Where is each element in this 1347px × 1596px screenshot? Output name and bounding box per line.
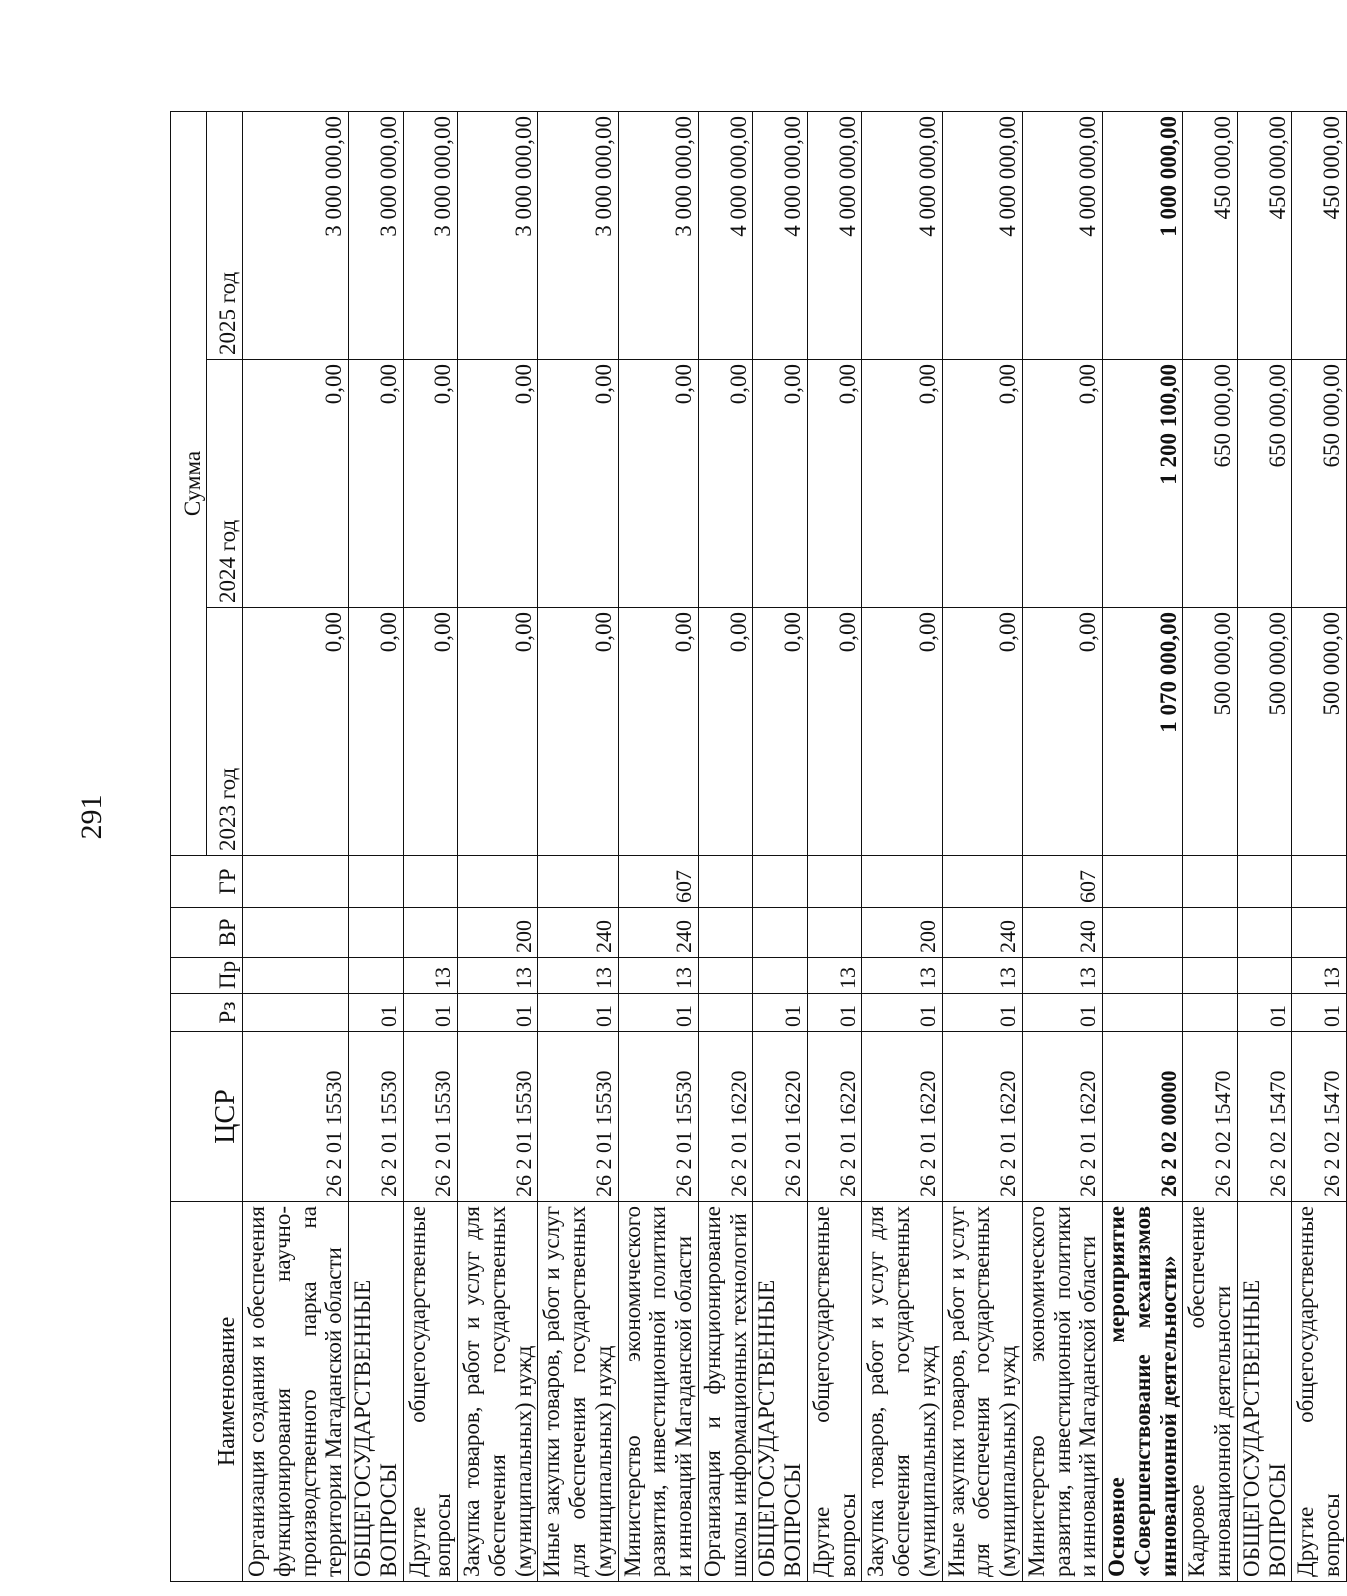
budget-table	[170, 111, 1347, 1582]
row-csr: 26 2 01 15530	[458, 1032, 538, 1202]
row-name: ОБЩЕГОСУДАРСТВЕННЫЕ ВОПРОСЫ	[349, 1202, 404, 1582]
row-2025: 4 000 000,00	[753, 111, 808, 359]
row-csr: 26 2 01 16220	[942, 1032, 1022, 1202]
row-2023: 500 000,00	[1237, 608, 1292, 856]
row-csr: 26 2 01 16220	[698, 1032, 753, 1202]
table-body	[243, 111, 1347, 1581]
table-row	[1022, 111, 1102, 1581]
row-2025: 3 000 000,00	[243, 111, 349, 359]
row-2025: 450 000,00	[1292, 111, 1347, 359]
row-2025: 3 000 000,00	[403, 111, 458, 359]
row-vr	[698, 908, 753, 958]
row-name: Организация и функционирование школы информационных технологий	[698, 1202, 753, 1582]
row-name: Основное мероприятие «Совершенствование механизмов инновационной деятельности»	[1103, 1202, 1183, 1582]
row-pr	[1237, 958, 1292, 994]
row-2023: 0,00	[538, 608, 618, 856]
row-pr	[1103, 958, 1183, 994]
row-2024: 0,00	[349, 360, 404, 608]
row-2024: 0,00	[403, 360, 458, 608]
row-2024: 650 000,00	[1183, 360, 1238, 608]
row-gr	[1183, 856, 1238, 908]
row-vr: 200	[458, 908, 538, 958]
row-gr	[942, 856, 1022, 908]
row-2025: 3 000 000,00	[349, 111, 404, 359]
row-2023: 0,00	[753, 608, 808, 856]
row-2024: 0,00	[618, 360, 698, 608]
row-rz: 01	[618, 994, 698, 1032]
row-rz: 01	[862, 994, 942, 1032]
row-name: Закупка товаров, работ и услуг для обеспечения государственных (муниципальных) нужд	[862, 1202, 942, 1582]
row-2025: 4 000 000,00	[698, 111, 753, 359]
row-2025: 3 000 000,00	[538, 111, 618, 359]
row-2025: 4 000 000,00	[1022, 111, 1102, 359]
header-csr: ЦСР	[171, 1032, 243, 1202]
row-2025: 1 000 000,00	[1103, 111, 1183, 359]
row-pr: 13	[862, 958, 942, 994]
row-gr	[698, 856, 753, 908]
row-rz: 01	[458, 994, 538, 1032]
row-csr: 26 2 01 15530	[403, 1032, 458, 1202]
row-2024: 0,00	[862, 360, 942, 608]
row-vr	[1103, 908, 1183, 958]
row-csr: 26 2 01 15530	[538, 1032, 618, 1202]
row-pr	[753, 958, 808, 994]
row-rz	[1103, 994, 1183, 1032]
row-name: Иные закупки товаров, работ и услуг для обеспечения государственных (муниципальных) нужд	[538, 1202, 618, 1582]
row-gr	[1237, 856, 1292, 908]
row-gr	[243, 856, 349, 908]
table-row	[458, 111, 538, 1581]
header-sum: Сумма	[171, 111, 207, 855]
row-vr	[1183, 908, 1238, 958]
header-rz: Рз	[171, 994, 243, 1032]
row-rz	[243, 994, 349, 1032]
row-vr: 240	[1022, 908, 1102, 958]
row-2025: 4 000 000,00	[807, 111, 862, 359]
table-row	[698, 111, 753, 1581]
header-pr: Пр	[171, 958, 243, 994]
table-row	[942, 111, 1022, 1581]
header-gr: ГР	[171, 856, 243, 908]
header-name: Наименование	[171, 1202, 243, 1582]
row-gr	[1292, 856, 1347, 908]
row-vr	[403, 908, 458, 958]
row-vr: 240	[538, 908, 618, 958]
row-csr: 26 2 01 16220	[807, 1032, 862, 1202]
row-csr: 26 2 01 16220	[753, 1032, 808, 1202]
row-pr: 13	[538, 958, 618, 994]
row-pr	[243, 958, 349, 994]
row-2023: 500 000,00	[1183, 608, 1238, 856]
row-2024: 0,00	[807, 360, 862, 608]
table-row	[862, 111, 942, 1581]
row-2025: 4 000 000,00	[942, 111, 1022, 359]
row-gr: 607	[1022, 856, 1102, 908]
row-pr	[1183, 958, 1238, 994]
row-vr: 200	[862, 908, 942, 958]
row-2024: 0,00	[243, 360, 349, 608]
row-2024: 0,00	[1022, 360, 1102, 608]
row-pr: 13	[807, 958, 862, 994]
table-row	[807, 111, 862, 1581]
row-rz: 01	[807, 994, 862, 1032]
row-csr: 26 2 01 16220	[862, 1032, 942, 1202]
row-csr: 26 2 01 15530	[243, 1032, 349, 1202]
row-gr	[349, 856, 404, 908]
table-row	[349, 111, 404, 1581]
row-vr	[807, 908, 862, 958]
row-2024: 650 000,00	[1237, 360, 1292, 608]
table-row	[1103, 111, 1183, 1581]
row-name: Министерство экономического развития, инвестиционной политики и инноваций Магаданской области	[618, 1202, 698, 1582]
row-name: ОБЩЕГОСУДАРСТВЕННЫЕ ВОПРОСЫ	[1237, 1202, 1292, 1582]
table-row	[538, 111, 618, 1581]
row-pr: 13	[1292, 958, 1347, 994]
row-vr	[1292, 908, 1347, 958]
row-2025: 3 000 000,00	[458, 111, 538, 359]
row-2024: 0,00	[942, 360, 1022, 608]
row-gr	[538, 856, 618, 908]
row-2023: 0,00	[349, 608, 404, 856]
row-pr	[349, 958, 404, 994]
row-2023: 0,00	[942, 608, 1022, 856]
row-csr: 26 2 01 16220	[1022, 1032, 1102, 1202]
row-rz: 01	[753, 994, 808, 1032]
row-2023: 0,00	[698, 608, 753, 856]
row-rz: 01	[538, 994, 618, 1032]
row-csr: 26 2 02 15470	[1183, 1032, 1238, 1202]
row-2024: 0,00	[753, 360, 808, 608]
header-vr: ВР	[171, 908, 243, 958]
row-2023: 0,00	[618, 608, 698, 856]
row-vr	[349, 908, 404, 958]
header-2025: 2025 год	[207, 111, 243, 359]
row-2024: 1 200 100,00	[1103, 360, 1183, 608]
row-gr	[403, 856, 458, 908]
row-gr	[1103, 856, 1183, 908]
row-vr	[753, 908, 808, 958]
row-vr: 240	[618, 908, 698, 958]
row-2023: 0,00	[862, 608, 942, 856]
row-gr	[807, 856, 862, 908]
row-vr	[243, 908, 349, 958]
row-rz: 01	[1022, 994, 1102, 1032]
row-name: ОБЩЕГОСУДАРСТВЕННЫЕ ВОПРОСЫ	[753, 1202, 808, 1582]
row-2023: 0,00	[243, 608, 349, 856]
row-pr: 13	[458, 958, 538, 994]
row-2024: 0,00	[458, 360, 538, 608]
row-2023: 0,00	[403, 608, 458, 856]
row-pr	[698, 958, 753, 994]
table-row	[1183, 111, 1238, 1581]
header-2023: 2023 год	[207, 608, 243, 856]
table-row	[1292, 111, 1347, 1581]
row-name: Другие общегосударственные вопросы	[807, 1202, 862, 1582]
table-row	[403, 111, 458, 1581]
row-csr: 26 2 02 15470	[1292, 1032, 1347, 1202]
row-pr: 13	[403, 958, 458, 994]
row-2024: 0,00	[538, 360, 618, 608]
row-csr: 26 2 01 15530	[618, 1032, 698, 1202]
row-pr: 13	[618, 958, 698, 994]
row-2025: 450 000,00	[1183, 111, 1238, 359]
row-rz	[698, 994, 753, 1032]
row-csr: 26 2 02 15470	[1237, 1032, 1292, 1202]
row-csr: 26 2 01 15530	[349, 1032, 404, 1202]
row-2023: 0,00	[807, 608, 862, 856]
row-gr: 607	[618, 856, 698, 908]
row-name: Организация создания и обеспечения функционирования научно-производственного парка на территории Магаданской области	[243, 1202, 349, 1582]
row-name: Иные закупки товаров, работ и услуг для обеспечения государственных (муниципальных) нужд	[942, 1202, 1022, 1582]
row-rz: 01	[1292, 994, 1347, 1032]
row-rz	[1183, 994, 1238, 1032]
row-csr: 26 2 02 00000	[1103, 1032, 1183, 1202]
page-number: 291	[75, 794, 108, 840]
row-2023: 1 070 000,00	[1103, 608, 1183, 856]
row-rz: 01	[1237, 994, 1292, 1032]
row-rz: 01	[942, 994, 1022, 1032]
row-gr	[862, 856, 942, 908]
row-vr	[1237, 908, 1292, 958]
row-gr	[458, 856, 538, 908]
row-pr: 13	[1022, 958, 1102, 994]
table-row	[243, 111, 349, 1581]
row-vr: 240	[942, 908, 1022, 958]
rotated-page	[170, 112, 1345, 1582]
row-rz: 01	[349, 994, 404, 1032]
row-name: Другие общегосударственные вопросы	[1292, 1202, 1347, 1582]
row-pr: 13	[942, 958, 1022, 994]
row-name: Министерство экономического развития, инвестиционной политики и инноваций Магаданской области	[1022, 1202, 1102, 1582]
table-row	[753, 111, 808, 1581]
row-2025: 450 000,00	[1237, 111, 1292, 359]
row-2023: 0,00	[458, 608, 538, 856]
row-2024: 0,00	[698, 360, 753, 608]
row-2023: 500 000,00	[1292, 608, 1347, 856]
row-name: Закупка товаров, работ и услуг для обеспечения государственных (муниципальных) нужд	[458, 1202, 538, 1582]
row-name: Кадровое обеспечение инновационной деятельности	[1183, 1202, 1238, 1582]
row-2025: 3 000 000,00	[618, 111, 698, 359]
row-2024: 650 000,00	[1292, 360, 1347, 608]
table-row	[1237, 111, 1292, 1581]
row-2023: 0,00	[1022, 608, 1102, 856]
table-row	[618, 111, 698, 1581]
header-2024: 2024 год	[207, 360, 243, 608]
row-gr	[753, 856, 808, 908]
row-name: Другие общегосударственные вопросы	[403, 1202, 458, 1582]
row-2025: 4 000 000,00	[862, 111, 942, 359]
row-rz: 01	[403, 994, 458, 1032]
